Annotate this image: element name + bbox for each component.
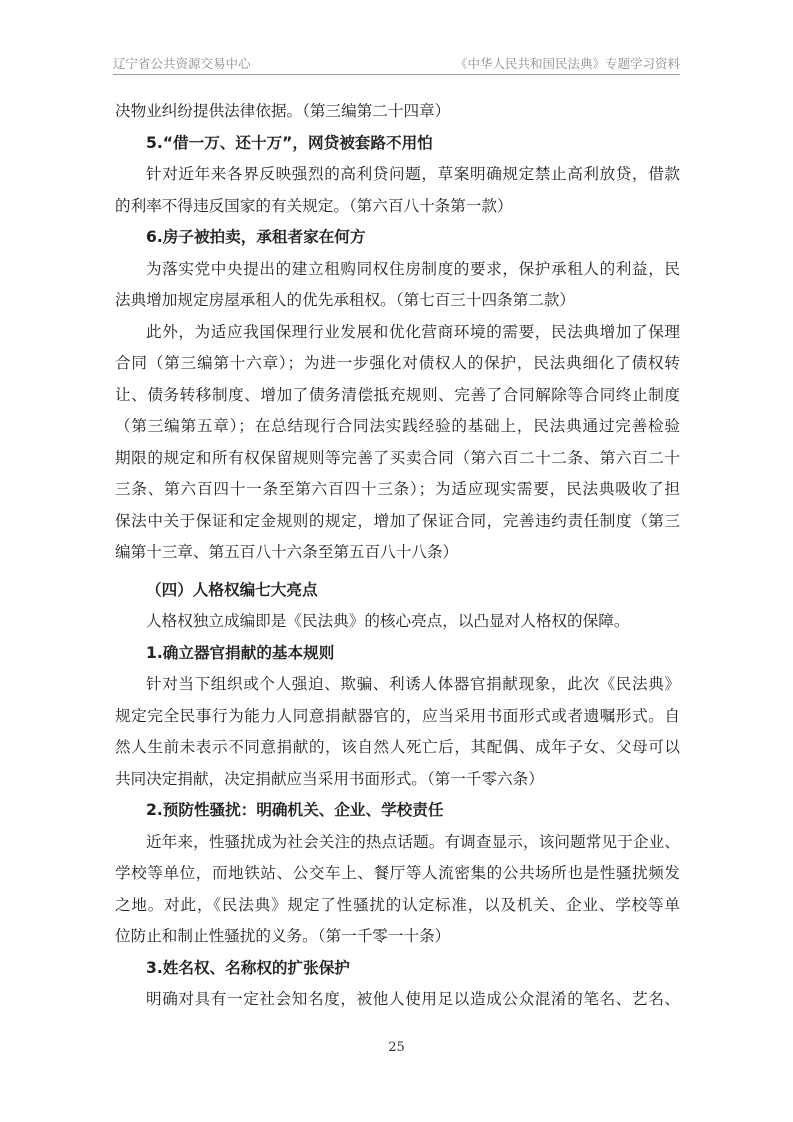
paragraph-line: 针对近年来各界反映强烈的高利贷问题，草案明确规定禁止高利放贷，借款 [146, 165, 680, 183]
paragraph-line: 之地。对此，《民法典》规定了性骚扰的认定标准，以及机关、企业、学校等单 [115, 895, 680, 914]
header-document-title: 《中华人民共和国民法典》专题学习资料 [454, 56, 680, 71]
paragraph-line: 此外，为适应我国保理行业发展和优化营商环境的需要，民法典增加了保理 [146, 322, 680, 341]
paragraph-line: 学校等单位，而地铁站、公交车上、餐厅等人流密集的公共场所也是性骚扰频发 [115, 864, 680, 882]
paragraph-line: 决物业纠纷提供法律依据。（第三编第二十四章） [115, 102, 451, 120]
section-heading: 3.姓名权、名称权的扩张保护 [146, 958, 350, 977]
paragraph-line: 三条、第六百四十一条至第六百四十三条）；为适应现实需要，民法典吸收了担 [115, 480, 680, 498]
chapter-heading: （四）人格权编七大亮点 [146, 580, 318, 599]
paragraph-line: 人格权独立成编即是《民法典》的核心亮点，以凸显对人格权的保障。 [146, 612, 630, 630]
page-body [115, 96, 680, 1016]
paragraph-line: 合同（第三编第十六章）；为进一步强化对债权人的保护，民法典细化了债权转 [115, 354, 680, 372]
paragraph-line: 保法中关于保证和定金规则的规定，增加了保证合同，完善违约责任制度（第三 [115, 511, 680, 530]
paragraph-line: 法典增加规定房屋承租人的优先承租权。（第七百三十四条第二款） [115, 291, 576, 309]
paragraph-line: 期限的规定和所有权保留规则等完善了买卖合同（第六百二十二条、第六百二十 [115, 448, 680, 467]
section-heading: 1.确立器官捐献的基本规则 [146, 643, 335, 662]
paragraph-line: 规定完全民事行为能力人同意捐献器官的，应当采用书面形式或者遗嘱形式。自 [115, 706, 680, 725]
page-header [113, 52, 680, 75]
section-heading: 2.预防性骚扰：明确机关、企业、学校责任 [146, 801, 444, 819]
section-heading: 6.房子被拍卖，承租者家在何方 [146, 228, 366, 246]
paragraph-line: 为落实党中央提出的建立租购同权住房制度的要求，保护承租人的利益，民 [146, 259, 680, 278]
paragraph-line: 编第十三章、第五百八十六条至第五百八十八条） [115, 543, 459, 561]
paragraph-line: （第三编第五章）；在总结现行合同法实践经验的基础上，民法典通过完善检验 [115, 417, 680, 435]
header-organization: 辽宁省公共资源交易中心 [113, 56, 251, 71]
paragraph-line: 共同决定捐献，决定捐献应当采用书面形式。（第一千零六条） [115, 769, 544, 788]
paragraph-line: 然人生前未表示不同意捐献的，该自然人死亡后，其配偶、成年子女、父母可以 [115, 738, 680, 756]
paragraph-line: 的利率不得违反国家的有关规定。（第六百八十条第一款） [115, 196, 513, 215]
page-number: 25 [388, 1040, 405, 1055]
paragraph-line: 明确对具有一定社会知名度，被他人使用足以造成公众混淆的笔名、艺名、 [146, 990, 680, 1008]
paragraph-line: 位防止和制止性骚扰的义务。（第一千零一十条） [115, 927, 451, 945]
paragraph-line: 近年来，性骚扰成为社会关注的热点话题。有调查显示，该问题常见于企业、 [146, 832, 680, 851]
paragraph-line: 让、债务转移制度、增加了债务清偿抵充规则、完善了合同解除等合同终止制度 [115, 385, 680, 404]
section-heading: 5.“借一万、还十万”，网贷被套路不用怕 [146, 133, 433, 152]
paragraph-line: 针对当下组织或个人强迫、欺骗、利诱人体器官捐献现象，此次《民法典》 [146, 675, 680, 693]
